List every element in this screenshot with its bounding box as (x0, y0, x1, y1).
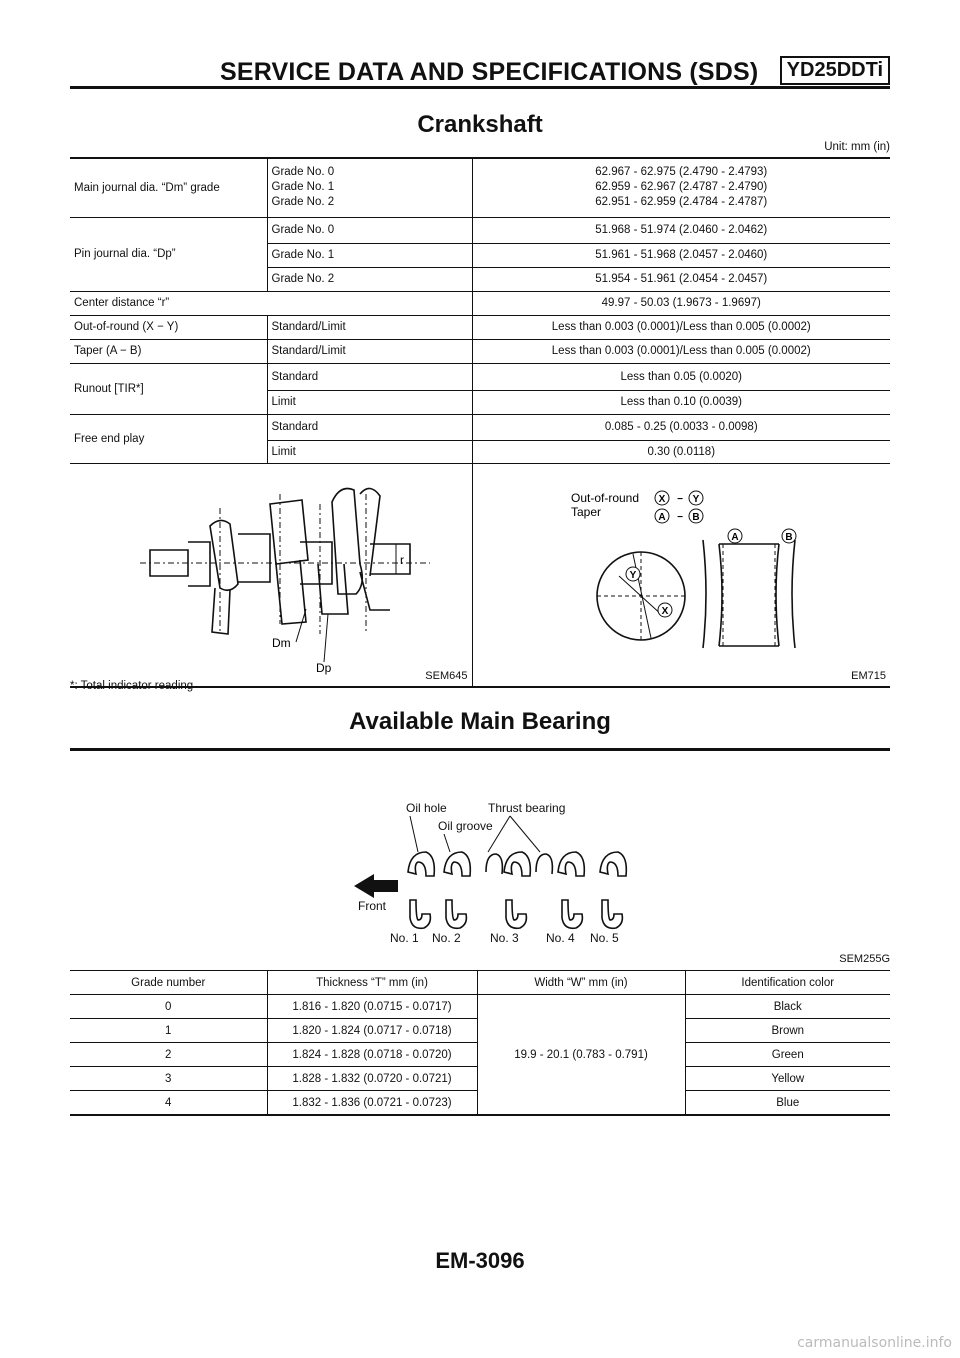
value: 0.085 - 0.25 (0.0033 - 0.0098) (472, 414, 890, 440)
label-r: r (400, 552, 404, 567)
section-title: SERVICE DATA AND SPECIFICATIONS (SDS) (220, 58, 759, 86)
value: 51.954 - 51.961 (2.0454 - 2.0457) (472, 267, 890, 291)
watermark: carmanualsonline.info (797, 1335, 952, 1351)
cylinder-b: B (784, 531, 793, 543)
label-dp: Dp (316, 660, 332, 675)
grade-cell: 3 (70, 1067, 267, 1091)
color-cell: Green (685, 1043, 890, 1067)
value: 51.968 - 51.974 (2.0460 - 2.0462) (472, 217, 890, 243)
figure-caption: SEM645 (425, 669, 468, 682)
grade-cell: 4 (70, 1091, 267, 1116)
out-of-round-taper-diagram (473, 464, 891, 686)
table-row (70, 158, 890, 217)
row-label: Out-of-round (X − Y) (70, 315, 267, 339)
page-number: EM-3096 (435, 1248, 525, 1273)
label-front: Front (358, 899, 387, 913)
label-no3: No. 3 (490, 931, 519, 945)
sub-label: Standard (267, 363, 472, 390)
color-cell: Brown (685, 1019, 890, 1043)
legend-taper: Taper (570, 504, 601, 519)
row-label: Pin journal dia. “Dp” (70, 217, 267, 291)
value: Less than 0.003 (0.0001)/Less than 0.005 (0.0002) (472, 315, 890, 339)
table-header-row (70, 971, 890, 995)
width-cell: 19.9 - 20.1 (0.783 - 0.791) (477, 995, 685, 1116)
value: Less than 0.05 (0.0020) (472, 363, 890, 390)
circle-y: Y (629, 569, 636, 581)
color-cell: Black (685, 995, 890, 1019)
grade-label: Grade No. 2 (271, 196, 335, 209)
main-bearing-diagram (340, 790, 630, 960)
value: 62.951 - 62.959 (2.4784 - 2.4787) (595, 196, 768, 209)
circle-x: X (661, 605, 668, 617)
column-header: Width “W” mm (in) (477, 971, 685, 995)
value: Less than 0.003 (0.0001)/Less than 0.005 (0.0002) (472, 339, 890, 363)
page-header (70, 54, 890, 89)
legend-x: X (658, 493, 665, 505)
engine-model-badge: YD25DDTi (780, 56, 890, 85)
label-no1: No. 1 (390, 931, 419, 945)
figure-caption: SEM255G (839, 953, 890, 965)
table-row (70, 995, 890, 1019)
thickness-cell: 1.824 - 1.828 (0.0718 - 0.0720) (267, 1043, 477, 1067)
legend-y: Y (692, 493, 699, 505)
label-oil-groove: Oil groove (438, 819, 493, 833)
table-row (70, 363, 890, 390)
row-label: Center distance “r” (70, 291, 472, 315)
sub-label: Standard/Limit (267, 315, 472, 339)
table-row (70, 315, 890, 339)
cylinder-a: A (730, 531, 739, 543)
grade-label: Grade No. 0 (271, 166, 335, 179)
heading-rule (70, 748, 890, 751)
value: 62.959 - 62.967 (2.4787 - 2.4790) (595, 181, 768, 194)
label-thrust-bearing: Thrust bearing (488, 801, 566, 815)
label-no2: No. 2 (432, 931, 461, 945)
runout-figure-cell (472, 463, 890, 687)
unit-note: Unit: mm (in) (824, 141, 890, 153)
thickness-cell: 1.820 - 1.824 (0.0717 - 0.0718) (267, 1019, 477, 1043)
figure-caption: EM715 (851, 669, 886, 682)
grade-label: Grade No. 1 (267, 243, 472, 267)
grade-label: Grade No. 0 (267, 217, 472, 243)
value: 62.967 - 62.975 (2.4790 - 2.4793) (595, 166, 768, 179)
row-label: Runout [TIR*] (70, 363, 267, 414)
value: Less than 0.10 (0.0039) (472, 390, 890, 414)
column-header: Identification color (685, 971, 890, 995)
thickness-cell: 1.832 - 1.836 (0.0721 - 0.0723) (267, 1091, 477, 1116)
crankshaft-diagram (70, 464, 472, 686)
crankshaft-heading: Crankshaft (417, 111, 543, 138)
sub-label: Standard (267, 414, 472, 440)
footnote: *: Total indicator reading (70, 680, 194, 692)
thickness-cell: 1.828 - 1.832 (0.0720 - 0.0721) (267, 1067, 477, 1091)
value: 49.97 - 50.03 (1.9673 - 1.9697) (472, 291, 890, 315)
table-row (70, 217, 890, 243)
grade-label: Grade No. 1 (271, 181, 335, 194)
grade-list (267, 158, 472, 217)
sub-label: Standard/Limit (267, 339, 472, 363)
column-header: Thickness “T” mm (in) (267, 971, 477, 995)
grade-label: Grade No. 2 (267, 267, 472, 291)
legend-b: B (691, 511, 700, 523)
row-label: Taper (A − B) (70, 339, 267, 363)
value: 51.961 - 51.968 (2.0457 - 2.0460) (472, 243, 890, 267)
column-header: Grade number (70, 971, 267, 995)
color-cell: Blue (685, 1091, 890, 1116)
legend-minus-2: − (676, 511, 683, 523)
legend-a: A (657, 511, 666, 523)
legend-minus-1: − (676, 493, 683, 505)
label-no5: No. 5 (590, 931, 619, 945)
row-label: Main journal dia. “Dm” grade (70, 158, 267, 217)
legend-out-of-round: Out-of-round (570, 490, 639, 505)
value: 0.30 (0.0118) (472, 440, 890, 463)
table-row (70, 291, 890, 315)
grade-cell: 0 (70, 995, 267, 1019)
sub-label: Limit (267, 440, 472, 463)
value-list (472, 158, 890, 217)
table-row (70, 339, 890, 363)
row-label: Free end play (70, 414, 267, 463)
bearing-heading: Available Main Bearing (349, 708, 611, 735)
color-cell: Yellow (685, 1067, 890, 1091)
grade-cell: 2 (70, 1043, 267, 1067)
crankshaft-figure-cell (70, 463, 472, 687)
table-row (70, 414, 890, 440)
main-bearing-table (70, 970, 890, 1116)
grade-cell: 1 (70, 1019, 267, 1043)
crankshaft-table (70, 157, 890, 688)
label-dm: Dm (272, 635, 291, 650)
sub-label: Limit (267, 390, 472, 414)
thickness-cell: 1.816 - 1.820 (0.0715 - 0.0717) (267, 995, 477, 1019)
label-no4: No. 4 (546, 931, 575, 945)
label-oil-hole: Oil hole (406, 801, 447, 815)
figure-row (70, 463, 890, 687)
